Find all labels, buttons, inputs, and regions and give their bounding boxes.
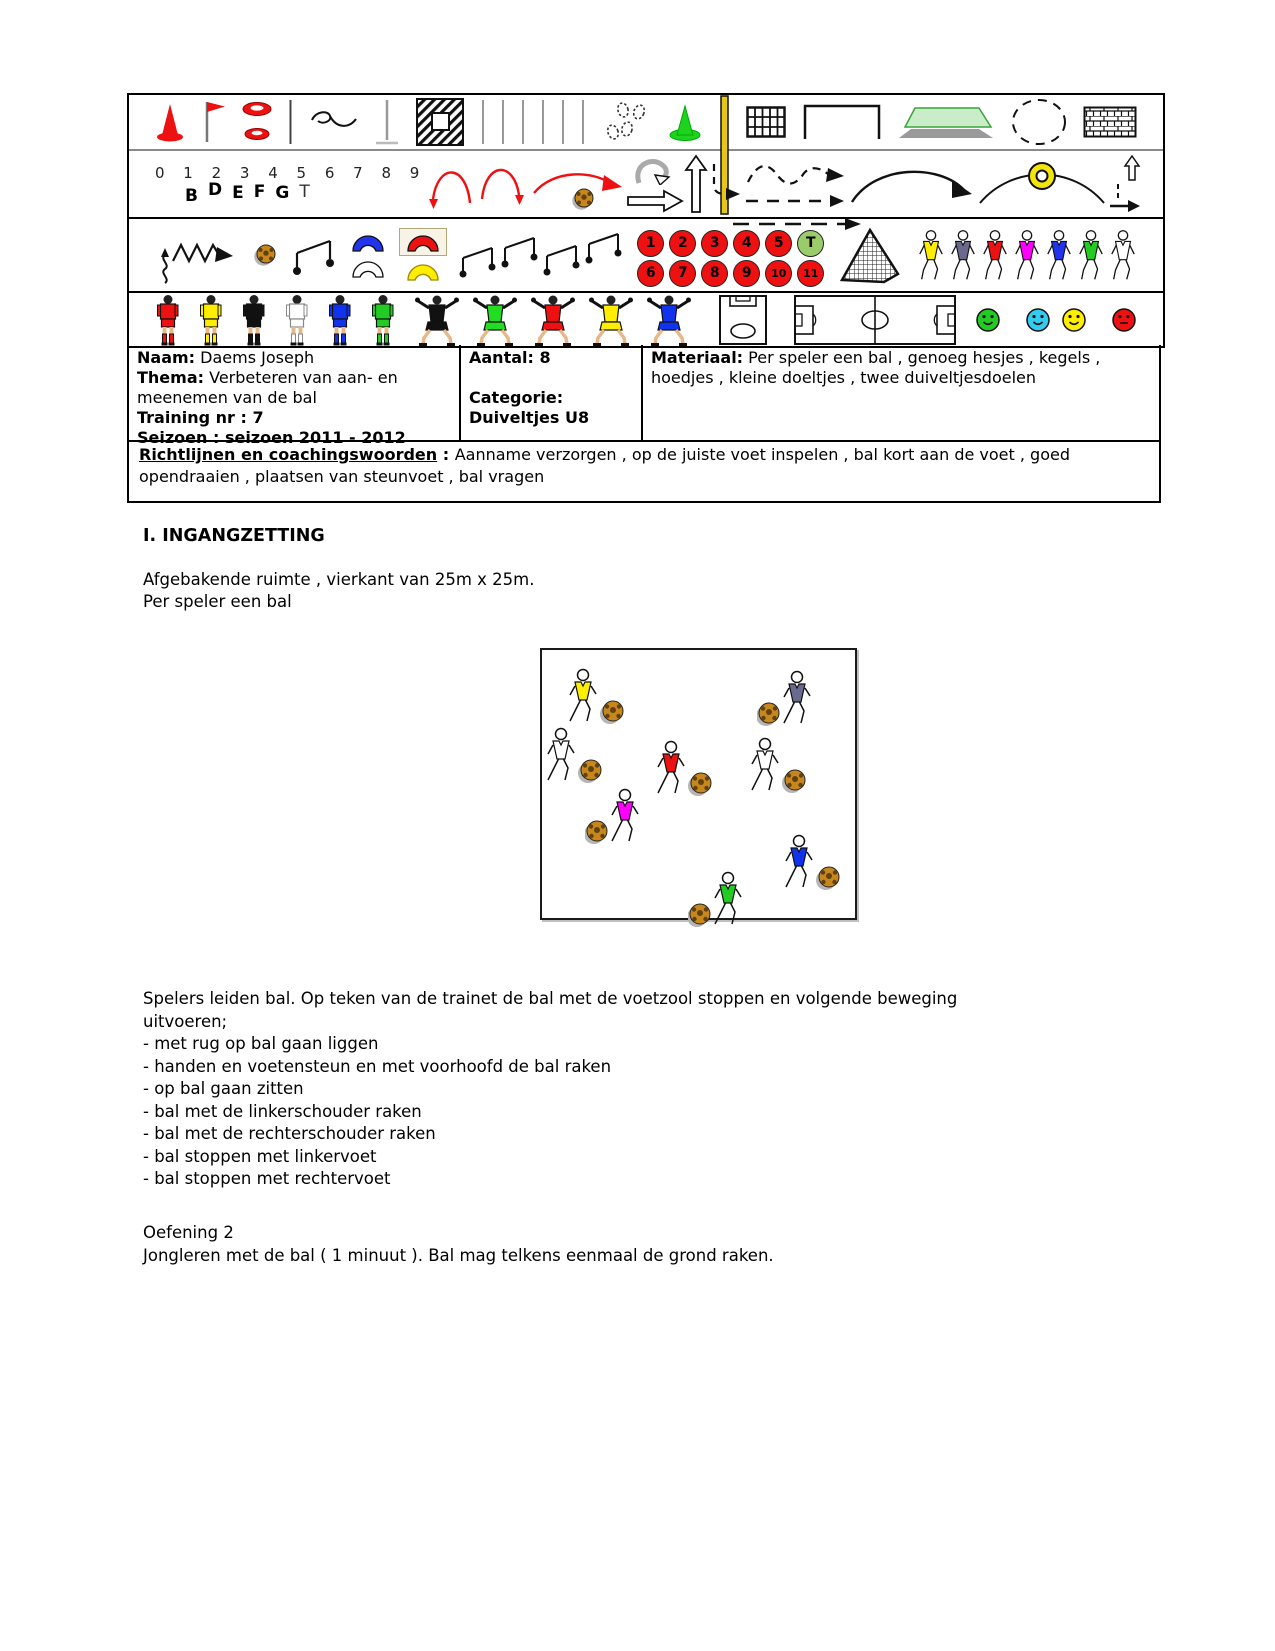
bench-icon	[897, 103, 995, 141]
dashed-line-arrow-icon	[744, 194, 848, 208]
dashed-wave-arrow-icon	[744, 160, 848, 190]
line-marker-icon	[288, 100, 293, 144]
label-block	[155, 164, 427, 206]
diagram-player-with-ball	[585, 787, 649, 845]
dashed-arrows	[744, 160, 848, 208]
outfield-players	[155, 294, 396, 346]
red-curve-ball-icon	[530, 155, 626, 213]
bullet-item: - met rug op bal gaan liggen	[143, 1034, 379, 1053]
red-flag-icon	[200, 99, 226, 145]
info-cell-middle	[461, 345, 643, 440]
smiley-face-icon	[975, 307, 1001, 333]
net-panel-icon	[746, 106, 786, 138]
text-line: uitvoeren;	[143, 1011, 228, 1031]
diagram-player-with-ball	[745, 736, 809, 794]
blue-arc-icon	[349, 231, 387, 253]
red-cone-icon	[155, 101, 185, 143]
categorie-value: Duiveltjes U8	[469, 408, 590, 427]
yellow-arc-icon	[404, 260, 442, 282]
smiley-face-icon	[1111, 307, 1137, 333]
symbol-palette	[127, 93, 1165, 348]
vest-player-figure	[949, 227, 977, 283]
aantal-line: Aantal: 8	[469, 348, 551, 367]
footprints-icon	[601, 99, 653, 145]
block-arrow-right-icon	[626, 189, 684, 213]
number-row-2	[637, 260, 824, 287]
letter-G: G	[275, 182, 290, 203]
goal-frame-icon	[802, 103, 882, 141]
wall-icon	[1083, 106, 1137, 138]
digit-labels: 0 1 2 3 4 5 6 7 8 9	[155, 164, 427, 183]
goalkeeper-figure	[646, 294, 692, 346]
red-discs-icon	[241, 100, 273, 144]
half-pitch-icon	[710, 294, 776, 346]
materiaal-text: Per speler een bal , genoeg hesjes , kegels , hoedjes , kleine doeltjes , twee duiveltjesdoelen	[651, 348, 1101, 387]
letter-E: E	[232, 182, 244, 203]
exercise-2	[143, 1222, 1093, 1267]
field-player-figure	[241, 294, 267, 346]
hurdle-row-icon	[458, 224, 626, 286]
curved-run-arrow-icon	[848, 162, 976, 206]
richtlijnen-box: Richtlijnen en coachingswoorden : Aanname verzorgen , op de juiste voet inspelen , bal kort aan de voet , goed opendraaien , plaatsen van steunvoet , bal vragen	[127, 440, 1161, 503]
info-cell-left	[129, 345, 461, 447]
arc-gates-blue-white	[349, 231, 387, 279]
red-bounce-arrows-icon	[426, 155, 530, 213]
number-marker-8: 8	[701, 260, 728, 287]
number-marker-3: 3	[701, 230, 728, 257]
player-number-markers	[637, 224, 824, 287]
curl-arrow-icon	[631, 155, 679, 185]
palette-row-obstacles	[129, 219, 1163, 293]
letter-T: T	[299, 181, 310, 202]
letter-F: F	[253, 181, 266, 202]
palette-row-arrows	[129, 151, 1163, 219]
training-info-table	[127, 345, 1161, 447]
diagram-player-with-ball	[563, 667, 627, 725]
field-player-figure	[327, 294, 353, 346]
hatched-square-icon	[415, 97, 465, 147]
vest-player-figure	[1013, 227, 1041, 283]
number-marker-4: 4	[733, 230, 760, 257]
bullet-item: - bal met de linkerschouder raken	[143, 1101, 422, 1121]
curl-block-arrows	[626, 155, 684, 213]
number-marker-5: 5	[765, 230, 792, 257]
soccer-ball-icon	[254, 243, 278, 267]
info-cell-right: Materiaal: Per speler een bal , genoeg hesjes , kegels , hoedjes , kleine doeltjes , twee duiveltjesdoelen	[651, 348, 1101, 387]
number-marker-7: 7	[669, 260, 696, 287]
number-marker-6: 6	[637, 260, 664, 287]
block-arrow-up-icon	[684, 154, 708, 214]
number-marker-11: 11	[797, 260, 824, 287]
field-player-figure	[198, 294, 224, 346]
bullet-item: - bal stoppen met rechtervoet	[143, 1169, 391, 1188]
vest-player-figure	[1109, 227, 1137, 283]
exercise-2-title: Oefening 2	[143, 1223, 234, 1242]
net-goal-icon	[836, 224, 906, 286]
thema-line: Thema: Verbeteren van aan- en meenemen van de bal	[137, 368, 398, 407]
exercise-diagram	[540, 648, 857, 920]
naam-line: Naam: Daems Joseph	[137, 348, 315, 367]
letter-B: B	[185, 185, 198, 206]
number-marker-2: 2	[669, 230, 696, 257]
vest-player-figure	[917, 227, 945, 283]
full-pitch-icon	[793, 294, 957, 346]
slalom-poles-icon	[480, 99, 586, 145]
text-line: Spelers leiden bal. Op teken van de trainet de bal met de voetzool stoppen en volgende beweging	[143, 989, 958, 1008]
goalkeepers	[414, 294, 692, 346]
curved-hook-icon	[309, 108, 359, 136]
green-cone-icon	[668, 102, 702, 142]
yellow-pole-icon	[717, 98, 731, 146]
goalkeeper-figure	[472, 294, 518, 346]
goalkeeper-figure	[588, 294, 634, 346]
intro-line-1: Afgebakende ruimte , vierkant van 25m x 25m.	[143, 570, 535, 589]
number-marker-T: T	[797, 230, 824, 257]
field-player-figure	[370, 294, 396, 346]
smiley-face-icon	[1061, 307, 1087, 333]
bullet-item: - op bal gaan zitten	[143, 1079, 304, 1098]
letter-labels	[155, 179, 426, 206]
section-intro	[143, 569, 534, 613]
diagram-player-with-ball	[541, 726, 605, 784]
richtlijnen-text: Aanname verzorgen , op de juiste voet inspelen , bal kort aan de voet , goed opendraaien , plaatsen van steunvoet , bal vragen	[139, 445, 1070, 486]
smiley-face-icon	[1025, 307, 1051, 333]
diagram-player-with-ball	[779, 833, 843, 891]
bullet-item: - handen en voetensteun en met voorhoofd de bal raken	[143, 1056, 612, 1076]
bullet-item: - bal stoppen met linkervoet	[143, 1146, 377, 1166]
squiggle-arrow-icon	[155, 225, 243, 285]
vest-figures	[917, 227, 1137, 283]
smiley-markers	[975, 307, 1137, 333]
ground-pole-icon	[374, 98, 400, 146]
goalkeeper-figure	[530, 294, 576, 346]
soccer-ball-icon	[572, 187, 596, 211]
exercise-2-text: Jongleren met de bal ( 1 minuut ). Bal mag telkens eenmaal de grond raken.	[143, 1245, 774, 1265]
categorie-label: Categorie:	[469, 388, 564, 407]
white-arc-icon	[349, 257, 387, 279]
palette-row-players	[129, 293, 1163, 346]
red-arc-icon	[404, 231, 442, 253]
number-marker-10: 10	[765, 260, 792, 287]
bullet-list	[143, 1033, 1093, 1191]
letter-D: D	[207, 179, 223, 200]
number-row-1	[637, 230, 824, 257]
paragraph	[143, 988, 1093, 1033]
small-arrows-icon	[1108, 154, 1142, 214]
number-marker-1: 1	[637, 230, 664, 257]
richtlijnen-label: Richtlijnen en coachingswoorden	[139, 445, 438, 464]
field-player-figure	[284, 294, 310, 346]
bullet-item: - bal met de rechterschouder raken	[143, 1124, 436, 1143]
field-player-figure	[155, 294, 181, 346]
dashed-corner-arrow-icon	[708, 162, 744, 206]
selected-red-arc	[399, 228, 447, 256]
number-marker-9: 9	[733, 260, 760, 287]
exercise-description	[143, 988, 1093, 1191]
training-line: Training nr : 7	[137, 408, 264, 427]
arc-gates-red-yellow	[399, 228, 447, 282]
palette-row-equipment	[129, 95, 1163, 151]
vest-player-figure	[1077, 227, 1105, 283]
hurdle-icon	[290, 233, 338, 277]
intro-line-2: Per speler een bal	[143, 592, 292, 611]
goalkeeper-figure	[414, 294, 460, 346]
vest-player-figure	[1045, 227, 1073, 283]
diagram-player-with-ball	[651, 739, 715, 797]
section-heading: I. INGANGZETTING	[143, 526, 325, 546]
arc-ring-icon	[976, 159, 1108, 209]
vest-player-figure	[981, 227, 1009, 283]
diagram-player-with-ball	[688, 870, 752, 928]
dashed-arrow-icon	[733, 216, 863, 232]
dashed-circle-icon	[1010, 97, 1068, 147]
diagram-player-with-ball	[757, 669, 821, 727]
seizoen-line: Seizoen : seizoen 2011 - 2012	[137, 428, 406, 447]
